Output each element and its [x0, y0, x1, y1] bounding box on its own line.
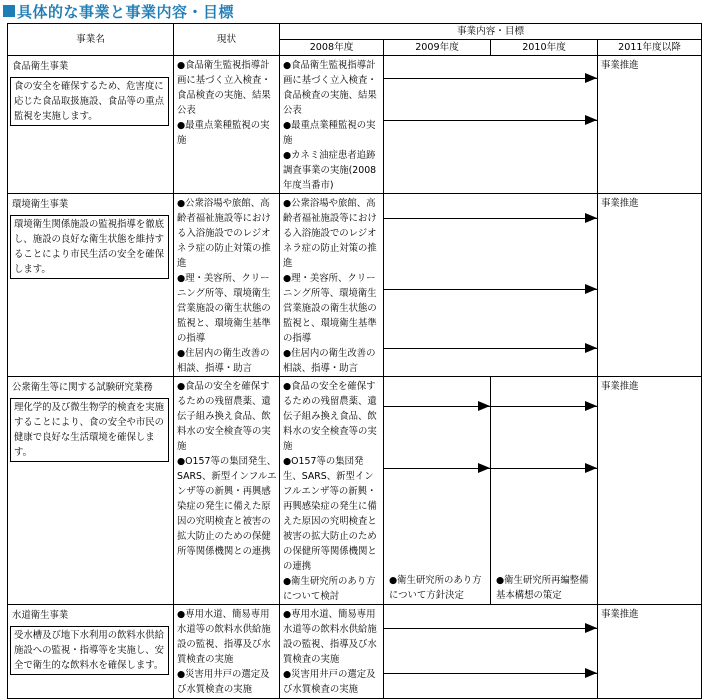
- table-row: [8, 194, 702, 377]
- arrow-icon: [384, 348, 597, 349]
- business-name: 水道衛生事業: [12, 610, 69, 621]
- status-text: ●専用水道、簡易専用水道等の飲料水供給施設の監視、指導及び水質検査の実施 ●災害用井戸の選定及び水質検査の実施: [174, 605, 280, 699]
- arrow-icon: [384, 120, 597, 121]
- arrow-icon: [491, 468, 597, 469]
- arrow-icon: [384, 78, 597, 79]
- plan-2011-text: 事業推進: [598, 377, 702, 605]
- header-current-status: 現状: [174, 24, 280, 56]
- page-title-text: 具体的な事業と事業内容・目標: [17, 2, 235, 21]
- business-description: 食の安全を確保するため、危害度に応じた食品取扱施設、食品等の重点監視を実施します。: [10, 77, 169, 126]
- arrow-icon: [384, 673, 597, 674]
- business-description: 理化学的及び微生物学的検査を実施することにより、食の安全や市民の健康で良好な生活環境を確保します。: [10, 398, 169, 462]
- header-year-2008: 2008年度: [280, 40, 384, 56]
- arrow-icon: [384, 468, 490, 469]
- plan-2008-text: ●食品の安全を確保するための残留農薬、遺伝子組み換え食品、飲料水の安全検査等の実施 ●O157等の集団発生、SARS、新型インフルエンザ等の新興・再興感染症の発生に備えた原因の究明検査と被害の拡大防止のための保健所等関係機関との連携 ●衛生研究所のあり方について検討: [280, 377, 384, 605]
- page-title: [3, 2, 234, 20]
- business-name: 食品衛生事業: [12, 61, 69, 72]
- status-text: ●食品の安全を確保するための残留農薬、遺伝子組み換え食品、飲料水の安全検査等の実施 ●O157等の集団発生、SARS、新型インフルエンザ等の新興・再興感染症の発生に備えた原因の究明検査と被害の拡大防止のための保健所等関係機関との連携: [174, 377, 280, 605]
- business-description: 環境衛生関係施設の監視指導を徹底し、施設の良好な衛生状態を維持することにより市民生活の安全を確保します。: [10, 215, 169, 279]
- plan-2009-2010: [384, 56, 598, 194]
- plan-2008-text: ●専用水道、簡易専用水道等の飲料水供給施設の監視、指導及び水質検査の実施 ●災害用井戸の選定及び水質検査の実施: [280, 605, 384, 699]
- header-content-goal: 事業内容・目標: [280, 24, 702, 40]
- header-year-2009: 2009年度: [384, 40, 491, 56]
- plan-2009-2010: [384, 605, 598, 699]
- header-year-2010: 2010年度: [491, 40, 598, 56]
- arrow-icon: [384, 289, 597, 290]
- plan-2009-text: ●衛生研究所のあり方について方針決定: [389, 575, 482, 601]
- arrow-icon: [384, 406, 490, 407]
- status-text: ●食品衛生監視指導計画に基づく立入検査・食品検査の実施、結果公表 ●最重点業種監視の実施: [174, 56, 280, 194]
- plan-2008-text: ●公衆浴場や旅館、高齢者福祉施設等における入浴施設でのレジオネラ症の防止対策の推進 ●理・美容所、クリーニング所等、環境衛生営業施設の衛生状態の監視と、環境衛生基準の指導 ●住居内の衛生改善の相談、指導・助言: [280, 194, 384, 377]
- plan-2011-text: 事業推進: [598, 605, 702, 699]
- business-name: 公衆衛生等に関する試験研究業務: [12, 382, 153, 393]
- table-row: [8, 605, 702, 699]
- arrow-icon: [384, 628, 597, 629]
- arrow-icon: [491, 406, 597, 407]
- title-square-icon: [3, 5, 15, 17]
- header-year-2011: 2011年度以降: [598, 40, 702, 56]
- business-table: [7, 23, 702, 699]
- plan-2010-text: ●衛生研究所再編整備基本構想の策定: [496, 575, 589, 601]
- business-description: 受水槽及び地下水利用の飲料水供給施設への監視・指導等を実施し、安全で衛生的な飲料水を確保します。: [10, 626, 169, 675]
- plan-2010: [491, 377, 598, 605]
- business-name: 環境衛生事業: [12, 199, 69, 210]
- table-row: [8, 377, 702, 605]
- plan-2011-text: 事業推進: [598, 194, 702, 377]
- status-text: ●公衆浴場や旅館、高齢者福祉施設等における入浴施設でのレジオネラ症の防止対策の推進 ●理・美容所、クリーニング所等、環境衛生営業施設の衛生状態の監視と、環境衛生基準の指導 ●住居内の衛生改善の相談、指導・助言: [174, 194, 280, 377]
- plan-2009: [384, 377, 491, 605]
- arrow-icon: [384, 218, 597, 219]
- header-business-name: 事業名: [8, 24, 174, 56]
- plan-2008-text: ●食品衛生監視指導計画に基づく立入検査・食品検査の実施、結果公表 ●最重点業種監視の実施 ●カネミ油症患者追跡調査事業の実施(2008年度当番市): [280, 56, 384, 194]
- plan-2011-text: 事業推進: [598, 56, 702, 194]
- table-row: [8, 56, 702, 194]
- plan-2009-2010: [384, 194, 598, 377]
